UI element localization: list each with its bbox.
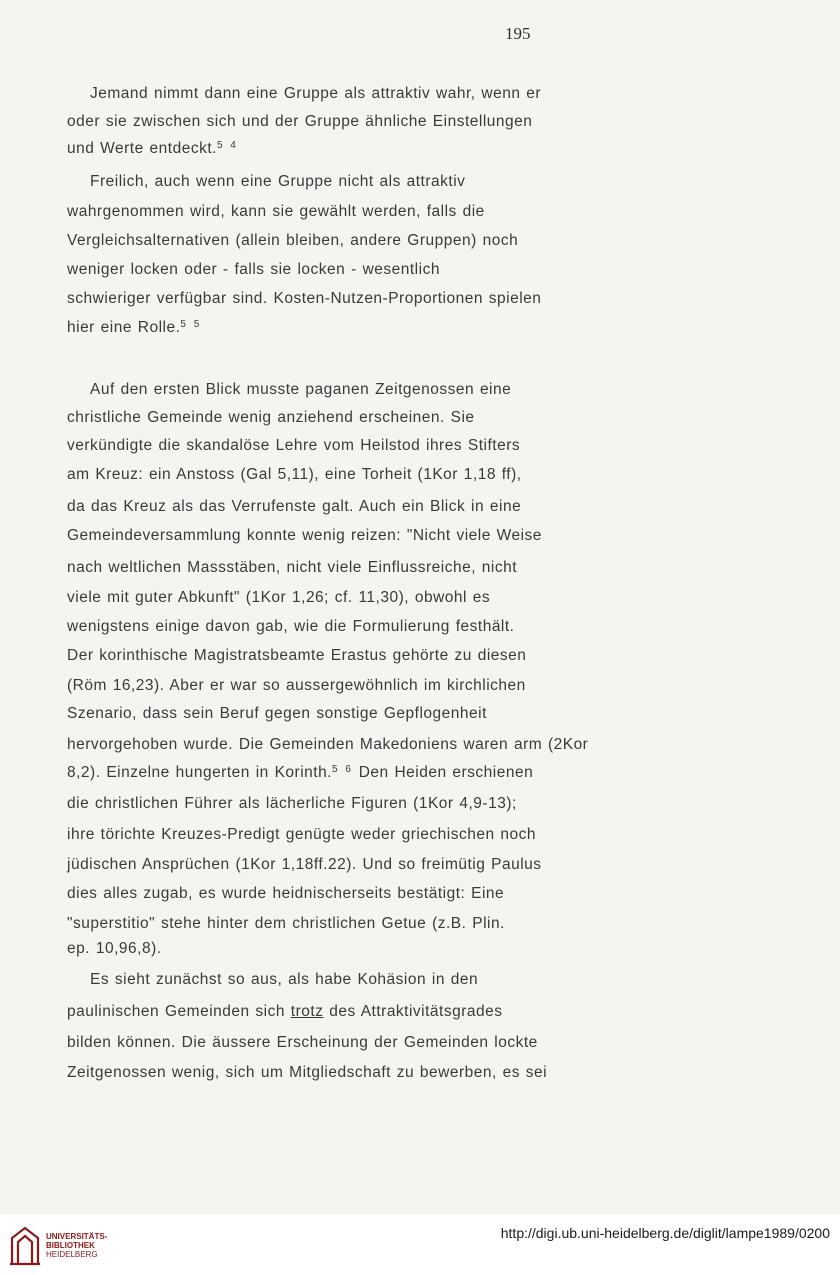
heidelberg-library-logo-icon	[8, 1222, 42, 1268]
footnote-marker: 5 4	[216, 140, 238, 151]
text-line-content: Jemand nimmt dann eine Gruppe als attraktiv wahr, wenn er	[90, 85, 542, 102]
text-line-content: dies alles zugab, es wurde heidnischerseits bestätigt: Eine	[67, 885, 505, 902]
text-line-content: Auf den ersten Blick musste paganen Zeitgenossen eine	[90, 381, 512, 398]
footnote-marker: 5 6	[332, 764, 353, 775]
text-line-content: "superstitio" stehe hinter dem christlichen Getue (z.B. Plin.	[67, 915, 505, 932]
text-line-content: Freilich, auch wenn eine Gruppe nicht als attraktiv	[90, 173, 466, 190]
text-line	[67, 940, 162, 958]
text-line-content: die christlichen Führer als lächerliche Figuren (1Kor 4,9-13);	[67, 795, 517, 812]
footnote-marker: 5 5	[180, 319, 202, 330]
text-line	[67, 437, 520, 455]
text-line-content: und Werte entdeckt.	[67, 140, 217, 157]
text-line	[67, 1003, 503, 1021]
footer-bar	[0, 1215, 840, 1275]
text-line	[67, 261, 440, 279]
text-line-content: Vergleichsalternativen (allein bleiben, andere Gruppen) noch	[67, 232, 519, 249]
text-line	[67, 203, 485, 221]
source-url-link[interactable]: http://digi.ub.uni-heidelberg.de/diglit/lampe1989/0200	[500, 1225, 830, 1241]
text-line	[90, 85, 541, 103]
text-line	[67, 559, 517, 577]
text-line	[67, 885, 504, 903]
text-line	[67, 1064, 547, 1082]
text-line	[67, 647, 526, 665]
page-number: 195	[505, 24, 531, 43]
text-line-content: jüdischen Ansprüchen (1Kor 1,18ff.22). Und so freimütig Paulus	[67, 856, 542, 873]
text-line	[90, 971, 478, 989]
text-line-content: paulinischen Gemeinden sich	[67, 1003, 291, 1020]
text-line	[67, 764, 533, 782]
text-line-content: Zeitgenossen wenig, sich um Mitgliedschaft zu bewerben, es sei	[67, 1064, 548, 1081]
text-line	[67, 113, 532, 131]
text-line	[67, 466, 522, 484]
text-line-content: Szenario, dass sein Beruf gegen sonstige Gepflogenheit	[67, 705, 487, 722]
text-line-content: weniger locken oder - falls sie locken - wesentlich	[67, 261, 440, 278]
text-line	[67, 498, 521, 516]
text-line-content: oder sie zwischen sich und der Gruppe ähnliche Einstellungen	[67, 113, 533, 130]
text-line-content: ep. 10,96,8).	[67, 940, 162, 957]
text-line-content: 8,2). Einzelne hungerten in Korinth.	[67, 764, 332, 781]
text-line-continuation: Den Heiden erschienen	[352, 764, 534, 781]
text-line-content: christliche Gemeinde wenig anziehend erscheinen. Sie	[67, 409, 475, 426]
text-line	[67, 409, 475, 427]
library-name	[46, 1232, 107, 1259]
text-line-continuation: des Attraktivitätsgrades	[323, 1003, 503, 1020]
text-line	[67, 1034, 538, 1052]
library-name-line1: UNIVERSITÄTS-	[46, 1232, 108, 1241]
text-line-content: nach weltlichen Massstäben, nicht viele Einflussreiche, nicht	[67, 559, 518, 576]
text-line-content: wenigstens einige davon gab, wie die Formulierung festhält.	[67, 618, 515, 635]
text-line-content: bilden können. Die äussere Erscheinung der Gemeinden lockte	[67, 1034, 538, 1051]
text-line-content: da das Kreuz als das Verrufenste galt. Auch ein Blick in eine	[67, 498, 522, 515]
text-line	[67, 527, 542, 545]
text-line	[67, 795, 517, 813]
text-line	[67, 915, 505, 933]
text-line	[67, 705, 487, 723]
text-line-content: hervorgehoben wurde. Die Gemeinden Makedoniens waren arm (2Kor	[67, 736, 589, 753]
text-line	[67, 290, 541, 308]
text-line	[90, 381, 511, 399]
text-line-content: am Kreuz: ein Anstoss (Gal 5,11), eine Torheit (1Kor 1,18 ff),	[67, 466, 522, 483]
underlined-word: trotz	[290, 1003, 324, 1020]
text-line-content: viele mit guter Abkunft" (1Kor 1,26; cf. 11,30), obwohl es	[67, 589, 491, 606]
text-line	[67, 589, 490, 607]
text-line	[67, 736, 588, 754]
text-line	[67, 618, 515, 636]
text-line-content: verkündigte die skandalöse Lehre vom Heilstod ihres Stifters	[67, 437, 521, 454]
text-line-content: (Röm 16,23). Aber er war so aussergewöhnlich im kirchlichen	[67, 677, 526, 694]
text-line-content: hier eine Rolle.	[67, 319, 181, 336]
text-line-content: Der korinthische Magistratsbeamte Erastus gehörte zu diesen	[67, 647, 527, 664]
text-line-content: Es sieht zunächst so aus, als habe Kohäsion in den	[90, 971, 479, 988]
text-line	[67, 319, 201, 337]
text-line-content: Gemeindeversammlung konnte wenig reizen: "Nicht viele Weise	[67, 527, 542, 544]
text-line-content: ihre törichte Kreuzes-Predigt genügte weder griechischen noch	[67, 826, 537, 843]
text-line	[67, 677, 526, 695]
text-line	[90, 173, 465, 191]
library-name-line3: HEIDELBERG	[46, 1250, 98, 1259]
text-line	[67, 140, 238, 158]
text-line	[67, 232, 518, 250]
library-name-line2: BIBLIOTHEK	[46, 1241, 95, 1250]
text-line-content: schwieriger verfügbar sind. Kosten-Nutzen-Proportionen spielen	[67, 290, 542, 307]
text-line-content: wahrgenommen wird, kann sie gewählt werden, falls die	[67, 203, 485, 220]
text-line	[67, 856, 542, 874]
text-line	[67, 826, 536, 844]
